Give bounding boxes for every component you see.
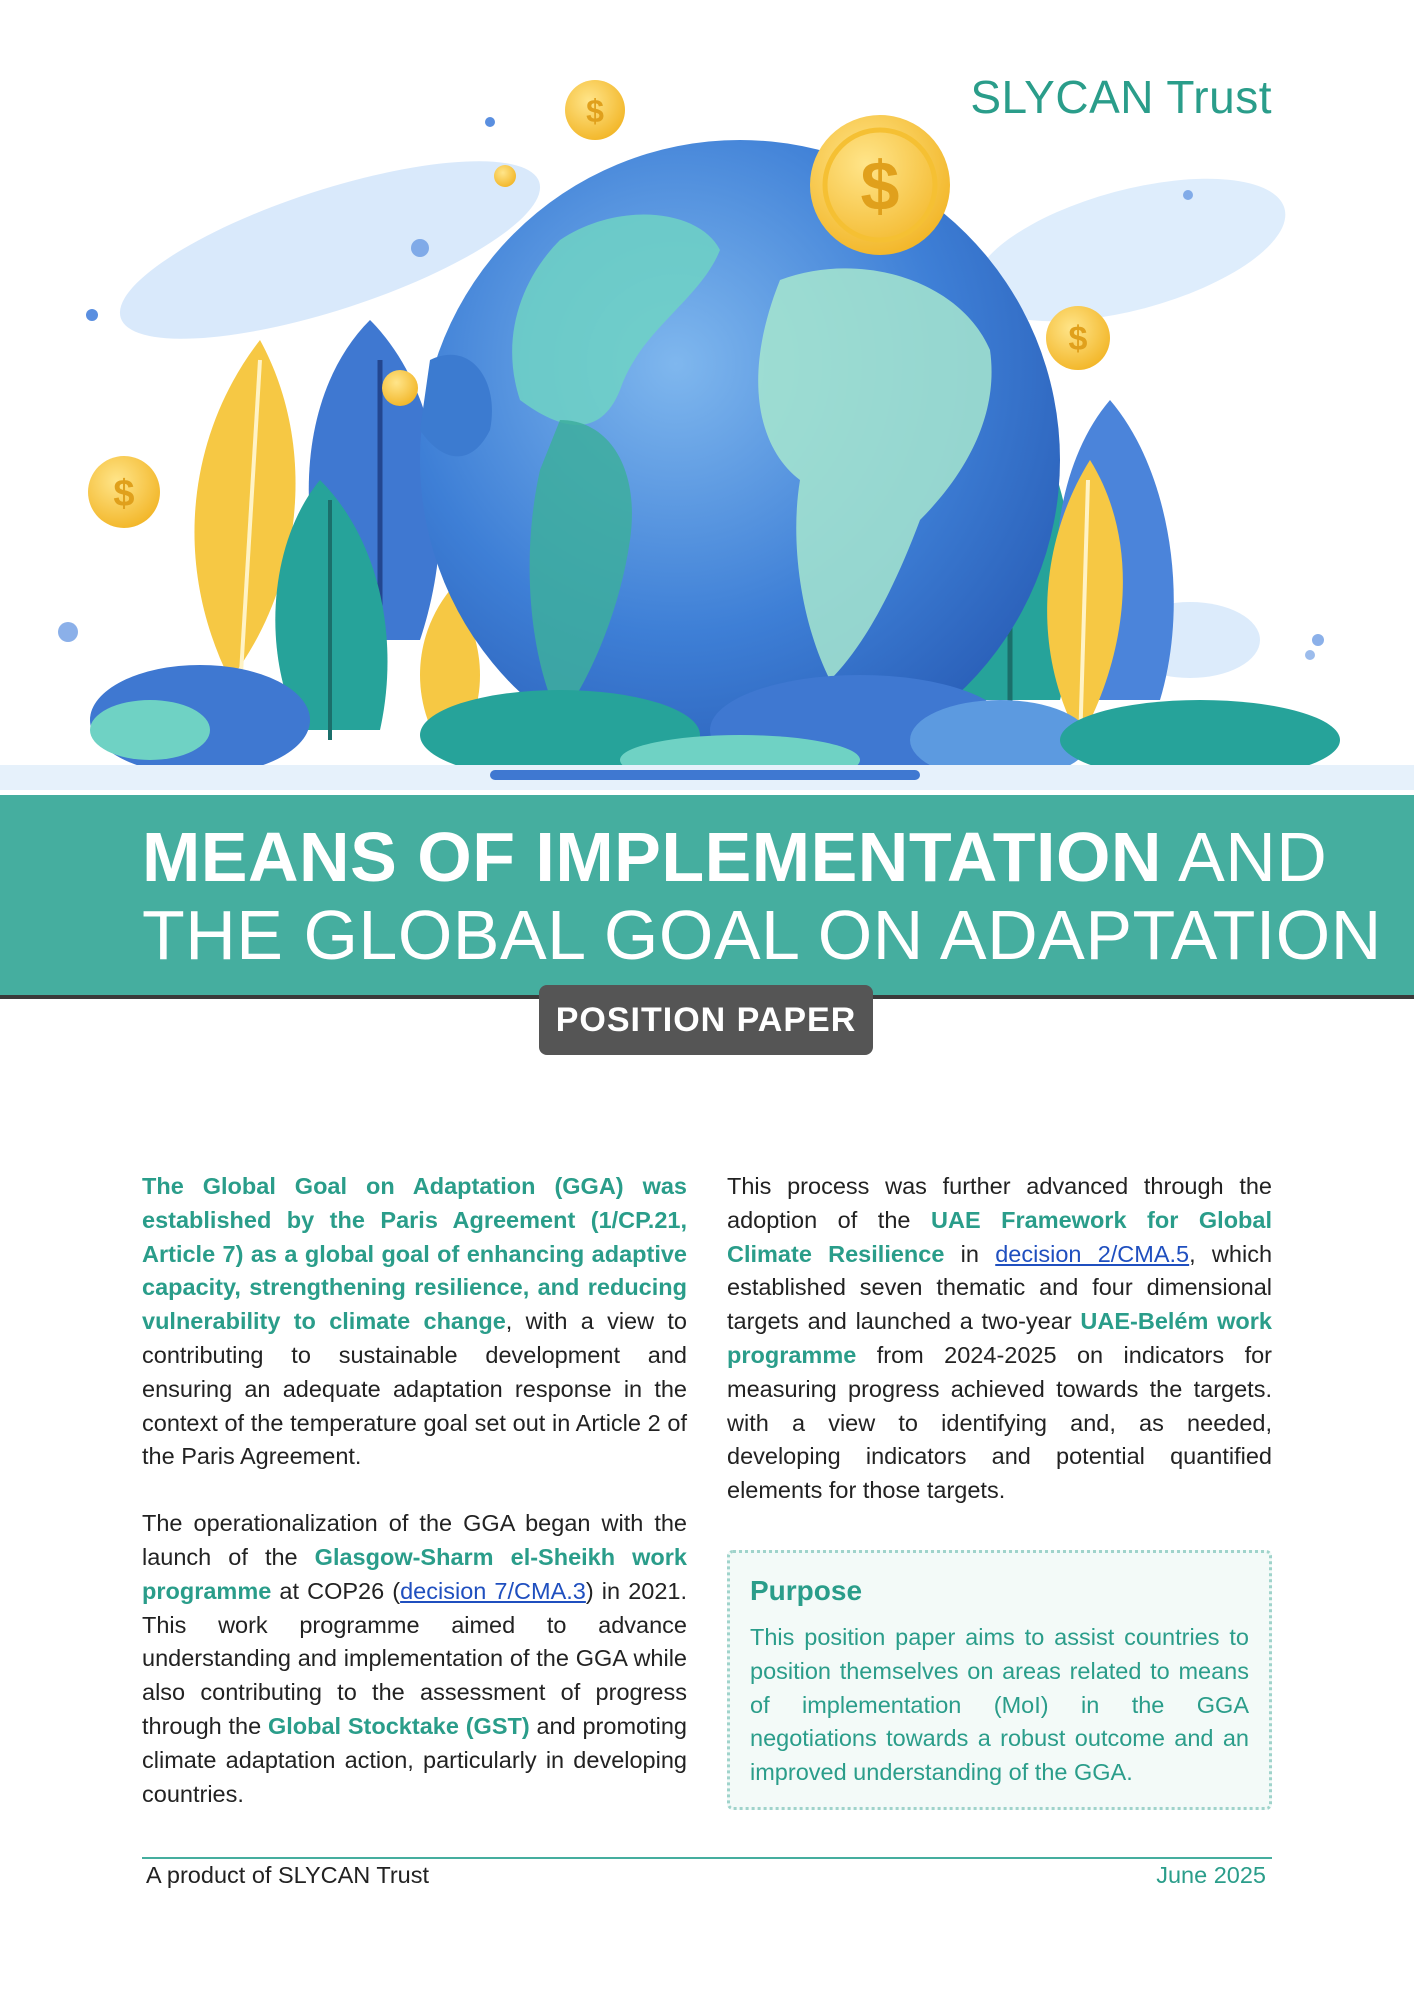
body-text: , with a view to contributing to sustainable development and ensuring an adequate adaptation response in the context of the temperature goal set out in Article 2 of the Paris Agreement. [142,1308,687,1470]
body-text: and promoting climate adaptation action, particularly in developing countries. [142,1712,687,1807]
dollar-coin-icon [88,456,160,528]
title-rest: AND [1161,818,1328,896]
paragraph-operationalization [142,1507,687,1811]
highlight-text: UAE Framework for Global Climate Resilience [727,1206,1272,1267]
svg-text:$: $ [860,147,900,225]
body-text: ) in 2021. This work programme aimed to advance understanding and implementation of the GGA while also contributing to the assessment of progress through the [142,1577,687,1739]
decision-link[interactable]: decision 2/CMA.5 [995,1240,1190,1267]
dollar-coin-icon [810,115,950,255]
paragraph-intro [142,1170,687,1474]
highlight-text: The Global Goal on Adaptation (GGA) was established by the Paris Agreement (1/CP.21, Article 7) as a global goal of enhancing adaptive capacity, strengthening resilience, and reducing vulnerability to climate change [142,1173,687,1335]
paragraph-uae-framework [727,1170,1272,1508]
purpose-text: This position paper aims to assist countries to position themselves on areas related to means of implementation (MoI) in the GGA negotiations towards a robust outcome and an improved understanding of the GGA. [750,1624,1249,1786]
globe-illustration [420,140,1060,780]
title-band [0,795,1414,999]
footer-divider [142,1857,1272,1859]
body-text: in [944,1240,996,1267]
dollar-coin-icon [1046,306,1110,370]
body-text: from 2024-2025 on indicators for measuring progress achieved towards the targets. with a view to identifying and, as needed, developing indicators and potential quantified elements for those targets. [727,1341,1272,1504]
brand-name: SLYCAN Trust [970,71,1272,123]
svg-text:$: $ [1068,320,1088,358]
title-bold: MEANS OF IMPLEMENTATION [142,818,1162,896]
footer-credit: A product of SLYCAN Trust [146,1862,429,1888]
purpose-box [727,1550,1272,1810]
body-text: at COP26 ( [271,1577,401,1604]
body-text: The operationalization of the GGA began with the launch of the [142,1510,687,1570]
body-text: This process was further advanced through the adoption of the [727,1173,1272,1233]
svg-text:$: $ [586,93,604,129]
right-column [727,1170,1272,1541]
left-column [142,1170,687,1844]
highlight-text: UAE-Belém work programme [727,1308,1273,1368]
page-title-line1 [142,817,1327,897]
highlight-text: Global Stocktake (GST) [267,1712,530,1739]
highlight-text: Glasgow-Sharm el-Sheikh work programme [142,1543,687,1604]
dollar-coin-icon [565,80,625,140]
decision-link[interactable]: decision 7/CMA.3 [400,1577,586,1604]
footer-date: June 2025 [1156,1862,1266,1888]
document-type-badge: POSITION PAPER [539,985,873,1055]
page-title-line2: THE GLOBAL GOAL ON ADAPTATION [142,896,1382,974]
body-text: , which established seven thematic and four dimensional targets and launched a two-year [727,1240,1273,1335]
purpose-heading: Purpose [750,1575,863,1606]
svg-text:$: $ [113,473,135,515]
